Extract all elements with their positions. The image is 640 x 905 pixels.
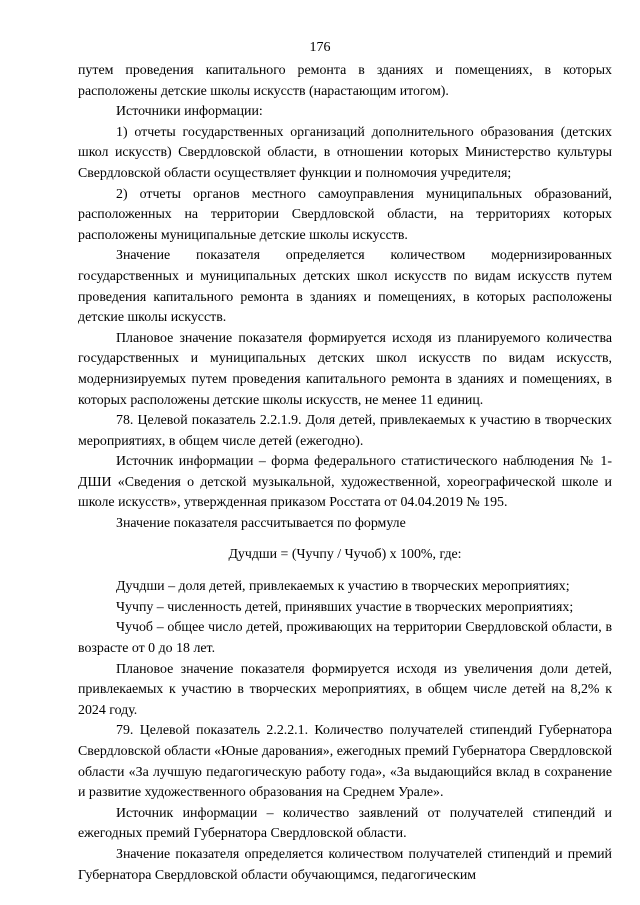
formula: Дучдши = (Чучпу / Чучоб) x 100%, где: <box>228 546 462 562</box>
paragraph: Дучдши – доля детей, привлекаемых к участию в творческих мероприятиях; <box>116 579 570 595</box>
paragraph: Чучпу – численность детей, принявших участие в творческих мероприятиях; <box>116 599 574 615</box>
paragraph: 79. Целевой показатель 2.2.2.1. Количество получателей стипендий Губернатора Свердловской области «Юные дарования», ежегодных премий Губернатора Свердловской области «За лучшую педагогическую работу года», «За выдающийся вклад в сохранение и развитие художественного образования на Среднем Урале». <box>78 723 612 801</box>
paragraphs-after-formula <box>78 577 612 886</box>
paragraph: Источник информации – количество заявлений от получателей стипендий и ежегодных премий Губернатора Свердловской области. <box>78 805 612 842</box>
paragraph: 78. Целевой показатель 2.2.1.9. Доля детей, привлекаемых к участию в творческих мероприятиях, в общем числе детей (ежегодно). <box>78 413 612 449</box>
paragraph: Плановое значение показателя формируется исходя из планируемого количества государственных и муниципальных детских школ искусств по видам искусств, модернизируемых путем проведения капитального ремонта в зданиях и помещениях, в которых расположены детские школы искусств, не менее 11 единиц. <box>78 330 612 408</box>
paragraph: Плановое значение показателя формируется исходя из увеличения доли детей, привлекаемых к участию в творческих мероприятиях, в общем числе детей на 8,2% к 2024 году. <box>78 661 612 718</box>
paragraph: Источники информации: <box>116 104 263 120</box>
paragraph: Значение показателя определяется количеством модернизированных государственных и муниципальных детских школ искусств по видам искусств путем проведения капитального ремонта в зданиях и помещениях, в которых расположены детские школы искусств. <box>78 248 612 326</box>
document-body <box>78 61 612 886</box>
page-number: 176 <box>309 40 331 55</box>
paragraph: Чучоб – общее число детей, проживающих на территории Свердловской области, в возрасте от 0 до 18 лет. <box>78 620 612 657</box>
paragraphs-before-formula <box>78 61 612 535</box>
paragraph: Значение показателя рассчитывается по формуле <box>116 516 406 532</box>
paragraph: Значение показателя определяется количеством получателей стипендий и премий Губернатора Свердловской области обучающимся, педагогическим <box>78 846 612 883</box>
paragraph: 1) отчеты государственных организаций дополнительного образования (детских школ искусств) Свердловской области, в отношении которых Министерство культуры Свердловской области осуществляет функции и полномочия учредителя; <box>78 124 612 181</box>
paragraph: 2) отчеты органов местного самоуправления муниципальных образований, расположенных на территории Свердловской области, на территориях которых расположены муниципальные детские школы искусств. <box>78 186 612 243</box>
paragraph: Источник информации – форма федерального статистического наблюдения № 1-ДШИ «Сведения о детской музыкальной, художественной, хореографической школе и школе искусств», утвержденная приказом Росстата от 04.04.2019 № 195. <box>78 454 612 511</box>
paragraph: путем проведения капитального ремонта в зданиях и помещениях, в которых расположены детские школы искусств (нарастающим итогом). <box>78 63 612 99</box>
